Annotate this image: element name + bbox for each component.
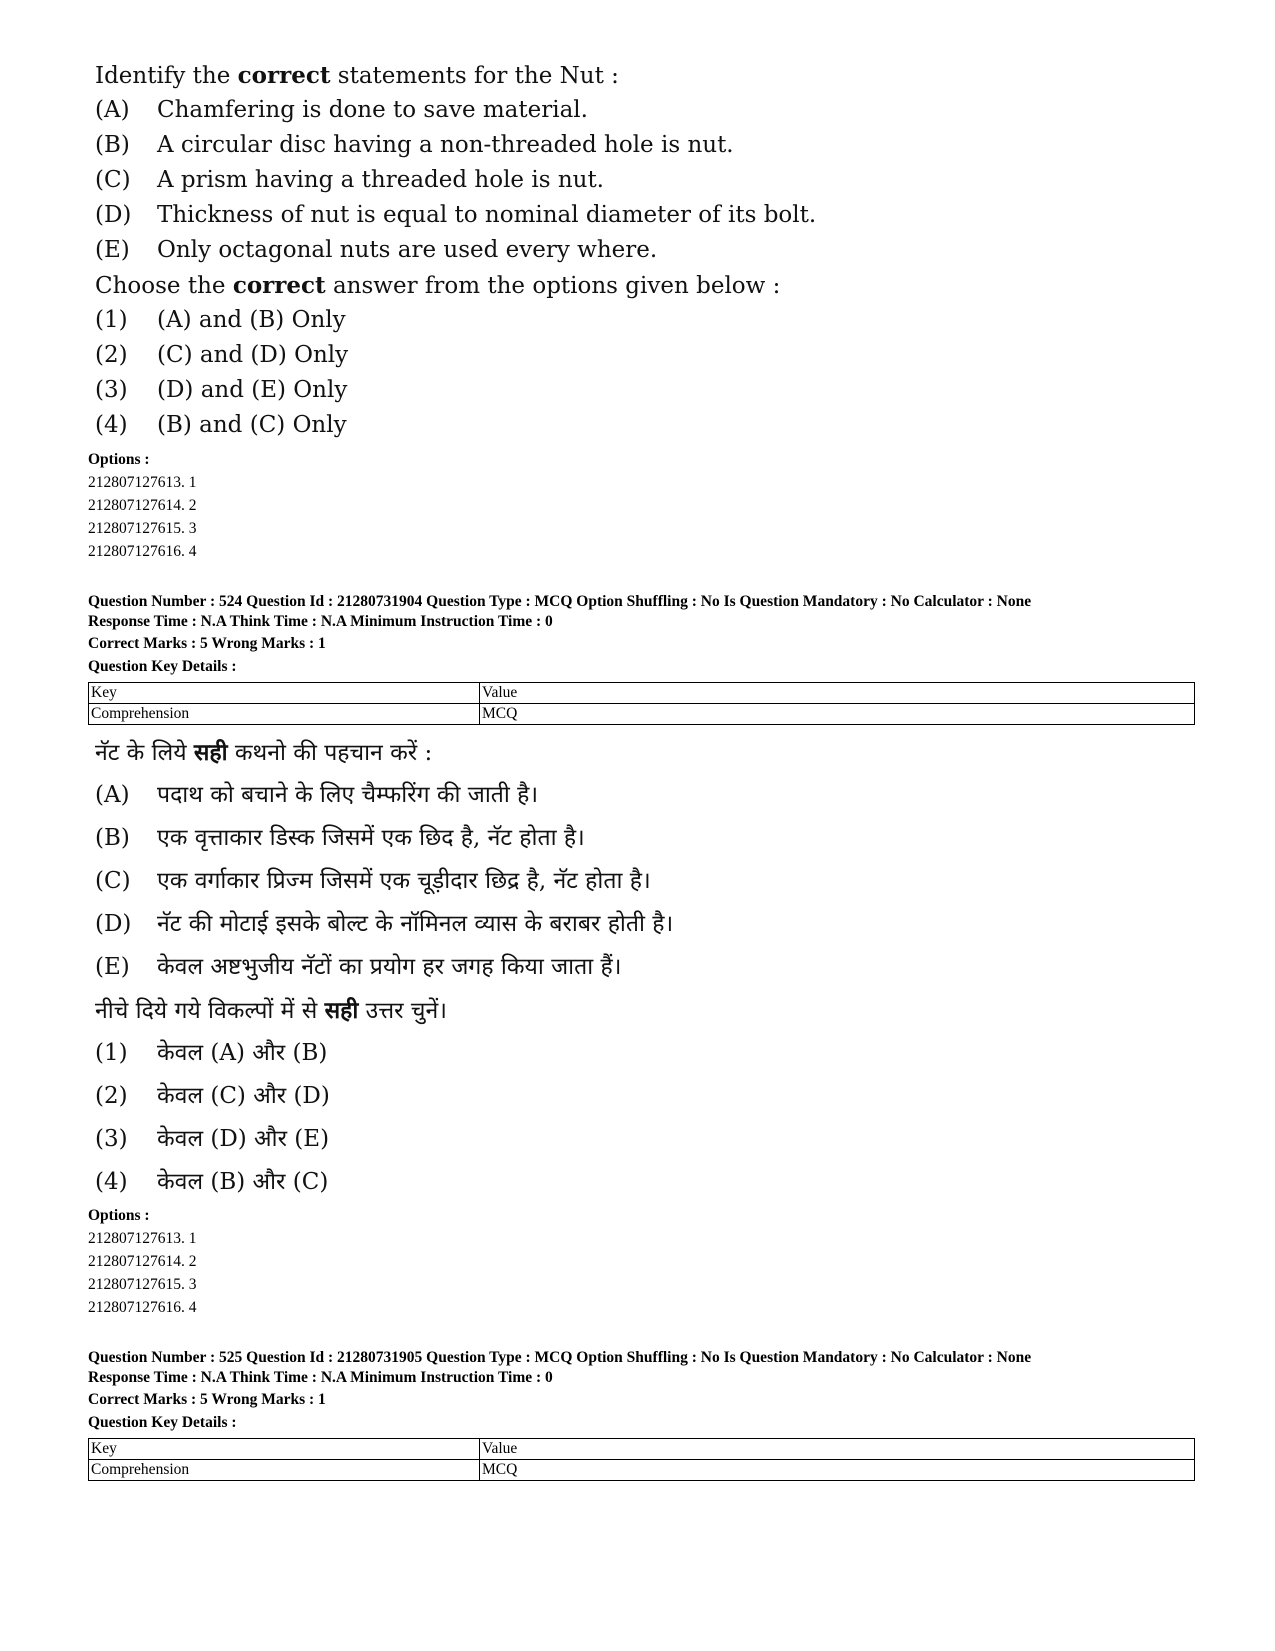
- options-list-524: [88, 1204, 197, 1319]
- option-item: 212807127616. 4: [88, 543, 197, 560]
- answer-choice-2: (2) केवल (C) और (D): [95, 1083, 330, 1109]
- table-header-row: [89, 683, 1195, 704]
- answer-choice-4: (4) केवल (B) और (C): [95, 1169, 329, 1195]
- answer-choice-4: (4) (B) and (C) Only: [95, 412, 347, 438]
- key-value-table-524: [88, 682, 1195, 725]
- table-header-value: Value: [480, 1439, 1195, 1460]
- answer-choice-1: (1) केवल (A) और (B): [95, 1040, 328, 1066]
- key-details-heading: Question Key Details :: [88, 1414, 237, 1431]
- table-cell-key: Comprehension: [89, 1460, 480, 1481]
- statement-a: (A) Chamfering is done to save material.: [95, 97, 588, 123]
- statement-c: (C) A prism having a threaded hole is nut.: [95, 167, 604, 193]
- option-item: 212807127616. 4: [88, 1299, 197, 1316]
- option-item: 212807127614. 2: [88, 497, 197, 514]
- table-cell-value: MCQ: [480, 1460, 1195, 1481]
- option-item: 212807127615. 3: [88, 1276, 197, 1293]
- table-header-key: Key: [89, 1439, 480, 1460]
- options-heading: Options :: [88, 451, 150, 468]
- statement-b: (B) A circular disc having a non-threaded hole is nut.: [95, 132, 734, 158]
- question-524-info: [88, 592, 1031, 678]
- question-info-line: Question Number : 525 Question Id : 21280731905 Question Type : MCQ Option Shuffling : No Is Question Mandatory : No Calculator : None: [88, 1349, 1032, 1366]
- table-header-value: Value: [480, 683, 1195, 704]
- answer-choice-3: (3) (D) and (E) Only: [95, 377, 348, 403]
- marks-line: Correct Marks : 5 Wrong Marks : 1: [88, 1391, 326, 1408]
- table-row: [89, 704, 1195, 725]
- question-523-block: [95, 58, 816, 443]
- statement-e: (E) Only octagonal nuts are used every where.: [95, 237, 658, 263]
- question-stem: नॅट के लिये सही कथनो की पहचान करें :: [95, 739, 433, 766]
- choose-instruction: Choose the correct answer from the options given below :: [95, 272, 781, 299]
- table-header-row: [89, 1439, 1195, 1460]
- options-list-523: [88, 448, 197, 563]
- statement-d: (D) नॅट की मोटाई इसके बोल्ट के नॉमिनल व्यास के बराबर होती है।: [95, 911, 674, 937]
- table-cell-key: Comprehension: [89, 704, 480, 725]
- key-value-table-525: [88, 1438, 1195, 1481]
- option-item: 212807127615. 3: [88, 520, 197, 537]
- table-header-key: Key: [89, 683, 480, 704]
- answer-choice-2: (2) (C) and (D) Only: [95, 342, 349, 368]
- option-item: 212807127613. 1: [88, 1230, 197, 1247]
- option-item: 212807127613. 1: [88, 474, 197, 491]
- statement-b: (B) एक वृत्ताकार डिस्क जिसमें एक छिद है, नॅट होता है।: [95, 825, 585, 851]
- question-524-block: [95, 731, 673, 1204]
- answer-choice-1: (1) (A) and (B) Only: [95, 307, 346, 333]
- question-timing-line: Response Time : N.A Think Time : N.A Minimum Instruction Time : 0: [88, 613, 553, 630]
- option-item: 212807127614. 2: [88, 1253, 197, 1270]
- statement-c: (C) एक वर्गाकार प्रिज्म जिसमें एक चूड़ीदार छिद्र है, नॅट होता है।: [95, 868, 651, 894]
- table-cell-value: MCQ: [480, 704, 1195, 725]
- question-stem: Identify the correct statements for the Nut :: [95, 62, 619, 89]
- table-row: [89, 1460, 1195, 1481]
- key-details-heading: Question Key Details :: [88, 658, 237, 675]
- question-525-info: [88, 1348, 1031, 1434]
- statement-e: (E) केवल अष्टभुजीय नॅटों का प्रयोग हर जगह किया जाता हैं।: [95, 954, 622, 980]
- statement-a: (A) पदाथ को बचाने के लिए चैम्फरिंग की जाती है।: [95, 782, 539, 808]
- marks-line: Correct Marks : 5 Wrong Marks : 1: [88, 635, 326, 652]
- question-info-line: Question Number : 524 Question Id : 21280731904 Question Type : MCQ Option Shuffling : No Is Question Mandatory : No Calculator : None: [88, 593, 1032, 610]
- options-heading: Options :: [88, 1207, 150, 1224]
- statement-d: (D) Thickness of nut is equal to nominal diameter of its bolt.: [95, 202, 817, 228]
- answer-choice-3: (3) केवल (D) और (E): [95, 1126, 330, 1152]
- choose-instruction: नीचे दिये गये विकल्पों में से सही उत्तर चुनें।: [95, 997, 447, 1024]
- question-timing-line: Response Time : N.A Think Time : N.A Minimum Instruction Time : 0: [88, 1369, 553, 1386]
